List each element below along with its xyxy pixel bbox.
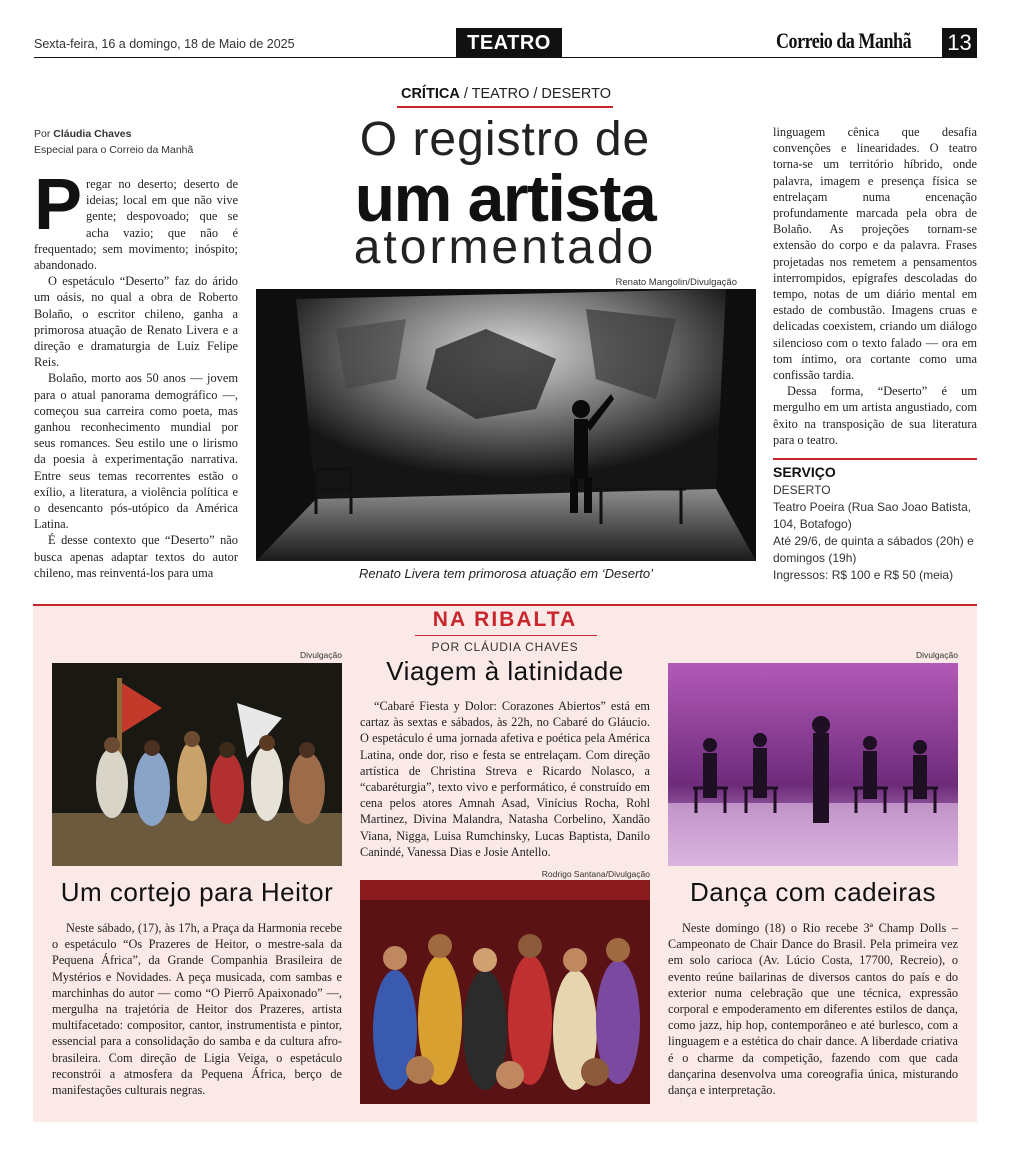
- danca-text: [668, 920, 958, 1098]
- cortejo-title: Um cortejo para Heitor: [60, 877, 334, 907]
- byline-affiliation: Especial para o Correio da Manhã: [34, 144, 194, 156]
- page-number: 13: [942, 28, 977, 58]
- paragraph: [34, 165, 238, 273]
- photo-credit: Divulgação: [915, 650, 958, 660]
- servico-line: Até 29/6, de quinta a sábados (20h) e domingos (19h): [773, 534, 974, 565]
- na-ribalta-byline: POR CLÁUDIA CHAVES: [431, 640, 579, 654]
- servico-line: Ingressos: R$ 100 e R$ 50 (meia): [773, 568, 954, 582]
- paragraph-text: regar no deserto; deserto de ideias; local em que não vive gente; despovoado; que se acha vazio; que não é frequentado; sem movimento; inóspito; abandonado.: [34, 177, 238, 273]
- byline: [34, 126, 244, 158]
- paragraph: Dessa forma, “Deserto” é um mergulho em um artista angustiado, com êxito na transposição de sua literatura para o teatro.: [773, 384, 977, 447]
- article-column-left: [34, 165, 238, 581]
- headline-line-3: atormentado: [353, 221, 657, 274]
- cortejo-photo: [52, 663, 342, 866]
- danca-photo: [668, 663, 958, 866]
- servico-line: Teatro Poeira (Rua Sao Joao Batista, 104, Botafogo): [773, 500, 972, 531]
- header-rule: [34, 57, 977, 58]
- danca-title: Dança com cadeiras: [690, 877, 936, 907]
- viagem-text: [360, 698, 650, 860]
- article-column-right: [773, 124, 977, 448]
- stage-photo-image: [256, 289, 756, 561]
- section-label: TEATRO: [456, 28, 562, 58]
- servico-line: DESERTO: [773, 483, 831, 497]
- paragraph: Neste domingo (18) o Rio recebe 3ª Champ Dolls – Campeonato de Chair Dance do Brasil. Pela primeira vez em solo carioca (Av. Lúcio Costa, 17700, Recreio), o evento reúne bailarinas de diversos cantos do país e do exterior numa celebração que une técnica, expressão corporal e empoderamento em diferentes estilos de dança, como jazz, hip hop, contemporâneo e até burlesco, com a linguagem e a estética do chair dance. A liberdade criativa é o charme da competição, fazendo com que cada dançarina desenvolva uma coreografia única, misturando dança e interpretação.: [668, 921, 958, 1098]
- photo-credit: Rodrigo Santana/Divulgação: [541, 869, 650, 879]
- na-ribalta-title: NA RIBALTA: [432, 608, 578, 631]
- headline-line-1: O registro de: [359, 113, 651, 166]
- paragraph: Bolaño, morto aos 50 anos — jovem para o atual panorama demográfico —, começou sua carreira como poeta, mas ganhou reconhecimento mundial por seus romances. Seu estilo une o lirismo da poesia à experimentação narrativa. Entre seus temas recorrentes estão o exílio, a literatura, a violência política e o desencanto pós-utópico da América Latina.: [34, 371, 238, 532]
- kicker-bold: CRÍTICA: [400, 86, 460, 102]
- edition-date: Sexta-feira, 16 a domingo, 18 de Maio de 2025: [34, 37, 295, 51]
- na-ribalta-rule: [415, 635, 597, 636]
- servico-box: [773, 482, 977, 584]
- paragraph: linguagem cênica que desafia convenções e linearidades. O teatro torna-se um território híbrido, onde palavra, imagem e presença física se entrelaçam numa encenação profundamente marcada pela obra de Bolaño. As projeções tornam-se extensão do corpo e da palavra. Frases projetadas nos remetem a pensamentos interrompidos, epígrafes descoladas do tempo, notas de um diário mental em estado de combustão. Imagens cruas e delicadas coexistem, criando um diálogo silencioso com o texto falado — ora em tom íntimo, ora cortante como uma confissão tardia.: [773, 125, 977, 383]
- paragraph: Neste sábado, (17), às 17h, a Praça da Harmonia recebe o espetáculo “Os Prazeres de Heitor, o mestre-sala da Pequena África”, da Grande Companhia Brasileira de Mystérios e Novidades. A peça musicada, com sambas e marchinhas do autor — como “O Pierrô Apaixonado” —, mergulha na trajetória de Heitor dos Prazeres, artista multifacetado: compositor, cantor, instrumentista e pintor, essencial para a consolidação do samba e da cultura afro-brasileira. Com direção de Ligia Veiga, o espetáculo reconstrói a atmosfera da Pequena África, berço de manifestações culturais negras.: [52, 921, 342, 1098]
- newspaper-name: Correio da Manhã: [776, 28, 912, 53]
- cortejo-text: [52, 920, 342, 1098]
- kicker: [386, 86, 626, 102]
- photo-credit: Divulgação: [299, 650, 342, 660]
- cabare-photo-image: [360, 880, 650, 1104]
- servico-rule: [773, 458, 977, 460]
- photo-credit: Renato Mangolin/Divulgação: [615, 277, 737, 288]
- cabare-photo: [360, 880, 650, 1104]
- byline-prefix: Por: [34, 128, 54, 140]
- servico-title: SERVIÇO: [773, 464, 836, 480]
- danca-photo-image: [668, 663, 958, 866]
- byline-author: Cláudia Chaves: [53, 128, 132, 140]
- stage-photo: [256, 289, 756, 561]
- paragraph: “Cabaré Fiesta y Dolor: Corazones Abiertos” está em cartaz às sextas e sábados, às 22h, no Cabaré do Gláucio. O espetáculo é uma jornada afetiva e poética pela América Latina, onde dor, riso e festa se entrelaçam. Com direção artística de Christina Streva e Ricardo Nolasco, a “cabaréturgia”, texto vivo e performático, é construído em cena pelos atores Amnah Asad, Vinícius Rocha, Rohl Martinez, Divina Malandra, Natasha Corbelino, Xandão Viana, Nigga, Luisa Rumchinsky, Lucas Baptista, Danilo Canindé, Vanessa Dias e Josie Antello.: [360, 699, 650, 859]
- paragraph: O espetáculo “Deserto” faz do árido um oásis, no qual a obra de Roberto Bolaño, o escritor chileno, ganha a primorosa atuação de Renato Livera e a direção e dramaturgia de Luiz Felipe Reis.: [34, 274, 238, 370]
- viagem-title: Viagem à latinidade: [386, 656, 624, 686]
- kicker-rest: / TEATRO / DESERTO: [459, 86, 612, 102]
- paragraph: É desse contexto que “Deserto” não busca apenas adaptar textos do autor chileno, mas reinventá-los para uma: [34, 533, 238, 580]
- photo-caption: Renato Livera tem primorosa atuação em ‘Deserto’: [358, 566, 654, 581]
- kicker-underline: [397, 106, 613, 108]
- drop-cap: P: [34, 165, 83, 245]
- headline-line-2: um artista: [354, 161, 656, 235]
- cortejo-photo-image: [52, 663, 342, 866]
